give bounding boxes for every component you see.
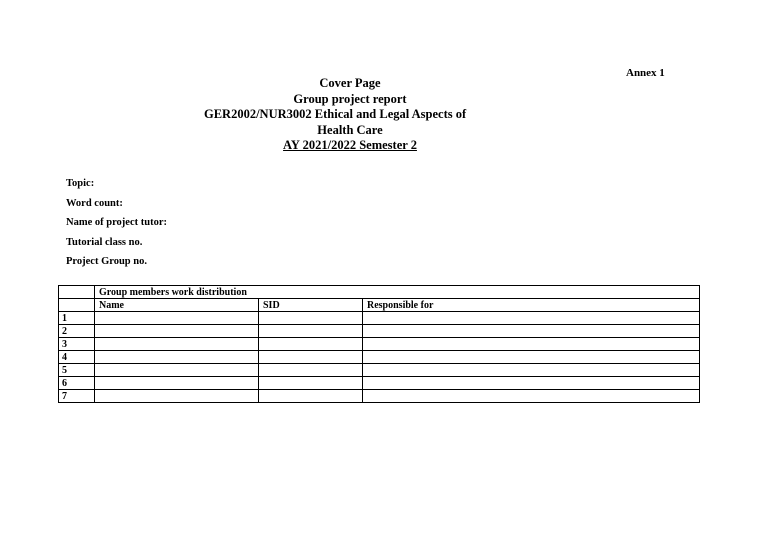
word-count-label: Word count:: [66, 197, 123, 209]
sid-cell[interactable]: [259, 312, 363, 325]
row-number: 5: [59, 364, 95, 377]
table-row: [59, 338, 700, 351]
responsible-cell[interactable]: [363, 325, 700, 338]
course-title: GER2002/NUR3002 Ethical and Legal Aspects of: [204, 107, 467, 121]
name-cell[interactable]: [95, 351, 259, 364]
row-number: 7: [59, 390, 95, 403]
name-cell[interactable]: [95, 312, 259, 325]
cover-page-title: Cover Page: [319, 76, 381, 90]
work-distribution-table: [58, 285, 700, 403]
responsible-cell[interactable]: [363, 338, 700, 351]
sid-cell[interactable]: [259, 351, 363, 364]
responsible-cell[interactable]: [363, 377, 700, 390]
row-number: 4: [59, 351, 95, 364]
name-cell[interactable]: [95, 377, 259, 390]
responsible-cell[interactable]: [363, 390, 700, 403]
column-header-responsible: Responsible for: [363, 299, 700, 312]
responsible-cell[interactable]: [363, 364, 700, 377]
row-number: 1: [59, 312, 95, 325]
annex-label: Annex 1: [626, 67, 665, 79]
sid-cell[interactable]: [259, 390, 363, 403]
row-number: 3: [59, 338, 95, 351]
blank-cell: [59, 299, 95, 312]
sid-cell[interactable]: [259, 377, 363, 390]
sid-cell[interactable]: [259, 364, 363, 377]
table-row: [59, 312, 700, 325]
sid-cell[interactable]: [259, 338, 363, 351]
table-row: [59, 377, 700, 390]
project-fields: [66, 177, 167, 275]
tutorial-class-label: Tutorial class no.: [66, 236, 143, 248]
course-title-continued: Health Care: [317, 122, 383, 137]
name-cell[interactable]: [95, 338, 259, 351]
row-number: 6: [59, 377, 95, 390]
table-row: [59, 351, 700, 364]
title-block: [180, 76, 520, 154]
table-row: [59, 390, 700, 403]
topic-label: Topic:: [66, 178, 95, 189]
table-row: [59, 364, 700, 377]
name-cell[interactable]: [95, 364, 259, 377]
sid-cell[interactable]: [259, 325, 363, 338]
tutor-label: Name of project tutor:: [66, 217, 167, 228]
table-caption-row: [59, 286, 700, 299]
group-no-label: Project Group no.: [66, 256, 147, 267]
responsible-cell[interactable]: [363, 351, 700, 364]
table-row: [59, 325, 700, 338]
column-header-name: Name: [95, 299, 259, 312]
column-header-sid: SID: [259, 299, 363, 312]
name-cell[interactable]: [95, 390, 259, 403]
academic-year: AY 2021/2022 Semester 2: [283, 138, 417, 152]
table-caption: Group members work distribution: [95, 286, 700, 299]
row-number: 2: [59, 325, 95, 338]
responsible-cell[interactable]: [363, 312, 700, 325]
report-subtitle: Group project report: [293, 91, 407, 106]
table-header-row: [59, 299, 700, 312]
name-cell[interactable]: [95, 325, 259, 338]
blank-cell: [59, 286, 95, 299]
